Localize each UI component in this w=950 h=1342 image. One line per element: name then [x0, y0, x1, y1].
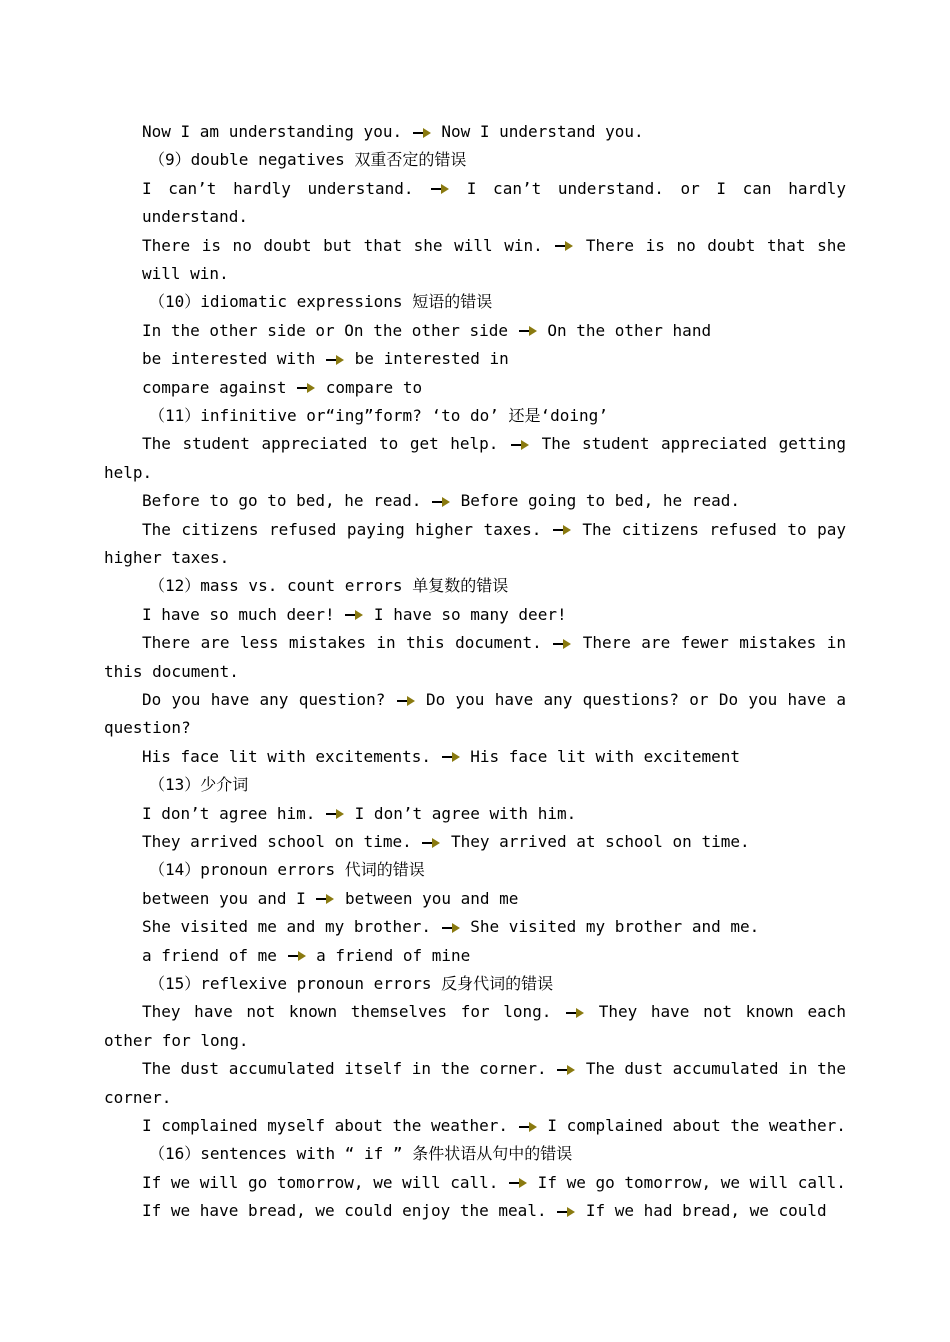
- text-line: [0, 175, 950, 203]
- continuation-text: question?: [104, 718, 191, 738]
- example-line: [142, 1112, 846, 1140]
- right-arrow-icon: [565, 1007, 585, 1019]
- section-heading: [0, 146, 950, 174]
- text-line: [0, 345, 950, 373]
- example-line: [142, 1055, 846, 1083]
- right-arrow-icon: [396, 695, 416, 707]
- right-arrow-icon: [510, 439, 530, 451]
- text-line: [0, 1027, 950, 1055]
- right-arrow-icon: [344, 609, 364, 621]
- text-line: [0, 629, 950, 657]
- right-arrow-icon: [315, 893, 335, 905]
- incorrect-text: If we have bread, we could enjoy the meal.: [142, 1201, 557, 1221]
- right-arrow-icon: [421, 837, 441, 849]
- section-heading: [0, 970, 950, 998]
- heading-text: （12）mass vs. count errors 单复数的错误: [149, 576, 509, 596]
- example-line: [142, 430, 846, 458]
- corrected-text: There are fewer mistakes in: [572, 633, 847, 653]
- right-arrow-icon: [552, 524, 572, 536]
- heading-text: （9）double negatives 双重否定的错误: [149, 150, 467, 170]
- example-line: [142, 175, 846, 203]
- incorrect-text: They arrived school on time.: [142, 832, 422, 851]
- example-line: [142, 374, 422, 402]
- text-line: [0, 1112, 950, 1140]
- section-heading: [0, 572, 950, 600]
- right-arrow-icon: [556, 1206, 576, 1218]
- text-line: [0, 516, 950, 544]
- incorrect-text: They have not known themselves for long.: [142, 1002, 566, 1022]
- text-line: [0, 260, 950, 288]
- incorrect-text: compare against: [142, 377, 297, 397]
- incorrect-text: I don’t agree him.: [142, 803, 326, 823]
- incorrect-text: There is no doubt but that she will win.: [142, 235, 555, 255]
- incorrect-text: Now I am understanding you.: [142, 122, 412, 141]
- incorrect-text: Do you have any question?: [142, 690, 396, 709]
- heading-text: （16）sentences with “ if ” 条件状语从句中的错误: [149, 1144, 573, 1164]
- example-line: [142, 743, 740, 771]
- right-arrow-icon: [554, 240, 574, 252]
- incorrect-text: I can’t hardly understand.: [142, 178, 431, 198]
- text-line: [0, 828, 950, 856]
- example-line: [142, 686, 846, 714]
- right-arrow-icon: [556, 1064, 576, 1076]
- right-arrow-icon: [287, 950, 307, 962]
- corrected-text: The citizens refused to pay: [571, 519, 847, 539]
- right-arrow-icon: [431, 496, 451, 508]
- right-arrow-icon: [518, 325, 538, 337]
- incorrect-text: His face lit with excitements.: [142, 746, 441, 766]
- text-line: [0, 601, 950, 629]
- corrected-text: On the other hand: [537, 320, 712, 340]
- continuation-text: will win.: [142, 264, 229, 283]
- text-line: [0, 743, 950, 771]
- corrected-text: between you and me: [335, 888, 519, 908]
- incorrect-text: She visited me and my brother.: [142, 917, 441, 937]
- incorrect-text: The dust accumulated itself in the corner.: [142, 1059, 557, 1079]
- text-line: [0, 800, 950, 828]
- corrected-text: I have so many deer!: [364, 604, 567, 624]
- text-line: [0, 686, 950, 714]
- incorrect-text: In the other side or On the other side: [142, 320, 518, 340]
- incorrect-text: be interested with: [142, 349, 326, 369]
- text-line: [0, 317, 950, 345]
- heading-text: （11）infinitive or“ing”form? ‘to do’ 还是‘doing’: [149, 406, 608, 425]
- incorrect-text: The student appreciated to get help.: [142, 434, 511, 454]
- example-line: [142, 913, 759, 941]
- right-arrow-icon: [412, 127, 432, 139]
- section-heading: [0, 1140, 950, 1168]
- corrected-text: I complained about the weather.: [537, 1116, 846, 1135]
- text-line: [0, 1169, 950, 1197]
- incorrect-text: If we will go tomorrow, we will call.: [142, 1172, 509, 1192]
- text-line: [0, 430, 950, 458]
- corrected-text: There is no doubt that she: [574, 235, 846, 255]
- heading-text: （13）少介词: [149, 775, 249, 795]
- section-heading: [0, 288, 950, 316]
- right-arrow-icon: [441, 751, 461, 763]
- corrected-text: compare to: [316, 377, 423, 397]
- heading-text: （15）reflexive pronoun errors 反身代词的错误: [149, 974, 554, 993]
- continuation-text: other for long.: [104, 1030, 249, 1050]
- text-line: [0, 118, 950, 146]
- text-line: [0, 1055, 950, 1083]
- corrected-text: I don’t agree with him.: [345, 803, 577, 823]
- continuation-text: help.: [104, 462, 153, 482]
- continuation-text: higher taxes.: [104, 548, 230, 567]
- text-line: [0, 885, 950, 913]
- example-line: [142, 942, 470, 970]
- example-line: [142, 232, 846, 260]
- incorrect-text: I have so much deer!: [142, 604, 345, 624]
- corrected-text: If we go tomorrow, we will call.: [528, 1172, 846, 1192]
- right-arrow-icon: [325, 354, 345, 366]
- example-line: [142, 998, 846, 1026]
- incorrect-text: Before to go to bed, he read.: [142, 491, 431, 511]
- section-heading: [0, 771, 950, 799]
- right-arrow-icon: [325, 808, 345, 820]
- incorrect-text: The citizens refused paying higher taxes.: [142, 519, 552, 539]
- right-arrow-icon: [508, 1177, 528, 1189]
- incorrect-text: I complained myself about the weather.: [142, 1116, 518, 1135]
- corrected-text: They arrived at school on time.: [441, 832, 750, 851]
- text-line: [0, 1084, 950, 1112]
- text-line: [0, 913, 950, 941]
- corrected-text: The dust accumulated in the: [576, 1059, 846, 1079]
- text-line: [0, 459, 950, 487]
- example-line: [142, 800, 576, 828]
- corrected-text: be interested in: [345, 349, 509, 369]
- example-line: [142, 885, 518, 913]
- text-line: [0, 203, 950, 231]
- right-arrow-icon: [296, 382, 316, 394]
- text-line: [0, 374, 950, 402]
- corrected-text: They have not known each: [585, 1002, 846, 1022]
- text-line: [0, 1197, 950, 1225]
- corrected-text: Now I understand you.: [431, 122, 644, 141]
- incorrect-text: between you and I: [142, 888, 316, 908]
- text-line: [0, 942, 950, 970]
- corrected-text: The student appreciated getting: [530, 434, 846, 454]
- corrected-text: If we had bread, we could: [576, 1201, 827, 1221]
- example-line: [142, 345, 509, 373]
- example-line: [142, 516, 846, 544]
- text-line: [0, 658, 950, 686]
- corrected-text: I can’t understand. or I can hardly: [450, 178, 847, 198]
- text-line: [0, 487, 950, 515]
- corrected-text: Before going to bed, he read.: [450, 491, 740, 511]
- incorrect-text: a friend of me: [142, 945, 287, 965]
- example-line: [142, 317, 711, 345]
- text-line: [0, 232, 950, 260]
- incorrect-text: There are less mistakes in this document.: [142, 633, 553, 653]
- continuation-text: corner.: [104, 1087, 172, 1107]
- text-line: [0, 714, 950, 742]
- example-line: [142, 1197, 827, 1225]
- section-heading: [0, 856, 950, 884]
- continuation-text: this document.: [104, 661, 239, 681]
- text-line: [0, 998, 950, 1026]
- right-arrow-icon: [552, 638, 572, 650]
- right-arrow-icon: [441, 922, 461, 934]
- example-line: [142, 828, 750, 856]
- example-line: [142, 118, 644, 146]
- example-line: [142, 629, 846, 657]
- heading-text: （14）pronoun errors 代词的错误: [149, 860, 425, 880]
- corrected-text: Do you have any questions? or Do you have a: [415, 690, 846, 709]
- corrected-text: His face lit with excitement: [460, 746, 740, 766]
- section-heading: [0, 402, 950, 430]
- example-line: [142, 1169, 846, 1197]
- example-line: [142, 487, 740, 515]
- corrected-text: She visited my brother and me.: [460, 917, 760, 937]
- text-line: [0, 544, 950, 572]
- right-arrow-icon: [518, 1121, 538, 1133]
- right-arrow-icon: [430, 183, 450, 195]
- heading-text: （10）idiomatic expressions 短语的错误: [149, 292, 493, 312]
- continuation-text: understand.: [142, 207, 248, 227]
- example-line: [142, 601, 567, 629]
- corrected-text: a friend of mine: [306, 945, 471, 965]
